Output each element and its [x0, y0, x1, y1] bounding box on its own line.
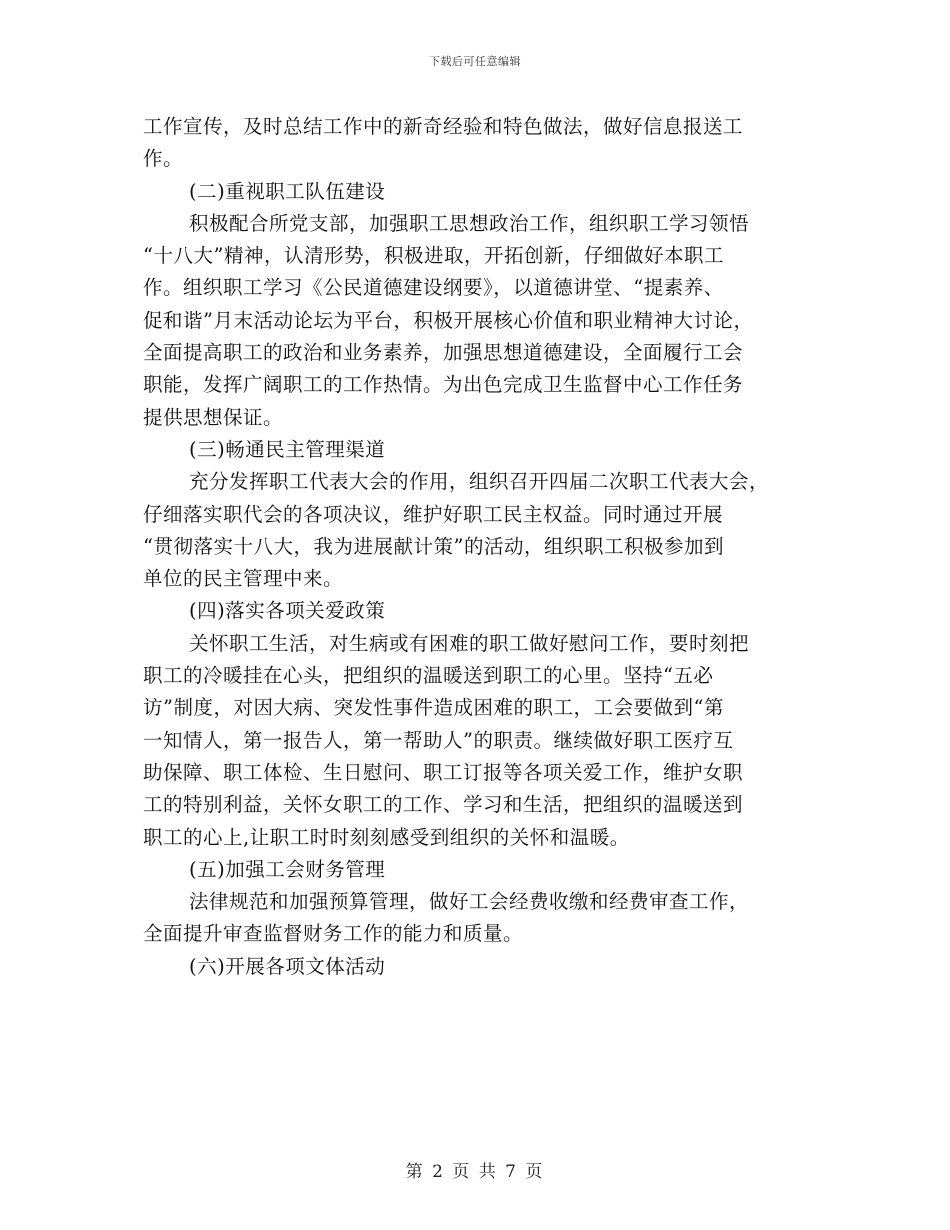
paragraph-first-line: 关怀职工生活，对生病或有困难的职工做好慰问工作，要时刻把	[189, 631, 750, 655]
body-line: 一知情人，第一报告人，第一帮助人”的职责。继续做好职工医疗互	[143, 728, 734, 752]
body-line: 仔细落实职代会的各项决议，维护好职工民主权益。同时通过开展	[143, 502, 724, 526]
section-heading: (六)开展各项文体活动	[189, 954, 386, 978]
page-number: 第 2 页 共 7 页	[405, 1162, 545, 1182]
body-line: 全面提升审查监督财务工作的能力和质量。	[143, 922, 524, 946]
body-line: 访”制度，对因大病、突发性事件造成困难的职工，工会要做到“第	[143, 696, 724, 720]
section-heading: (三)畅通民主管理渠道	[189, 437, 386, 461]
paragraph-first-line: 积极配合所党支部，加强职工思想政治工作，组织职工学习领悟	[189, 211, 750, 235]
document-body	[143, 111, 811, 983]
body-line: 提供思想保证。	[143, 405, 284, 429]
body-line: 工的特别利益，关怀女职工的工作、学习和生活，把组织的温暖送到	[143, 793, 744, 817]
page-header-note: 下载后可任意编辑	[429, 55, 521, 68]
body-line: 作。组织职工学习《公民道德建设纲要》，以道德讲堂、“提素养、	[143, 276, 724, 300]
paragraph-first-line: 法律规范和加强预算管理，做好工会经费收缴和经费审查工作，	[189, 890, 750, 914]
paragraph-first-line: 充分发挥职工代表大会的作用，组织召开四届二次职工代表大会，	[189, 470, 770, 494]
section-heading: (四)落实各项关爱政策	[189, 599, 386, 623]
body-line: 工作宣传，及时总结工作中的新奇经验和特色做法，做好信息报送工	[143, 115, 744, 138]
body-line: 助保障、职工体检、生日慰问、职工订报等各项关爱工作，维护女职	[143, 760, 744, 784]
body-line: “十八大”精神，认清形势，积极进取，开拓创新，仔细做好本职工	[143, 244, 724, 268]
section-heading: (二)重视职工队伍建设	[189, 179, 386, 203]
body-line: “贯彻落实十八大，我为进展献计策”的活动，组织职工积极参加到	[143, 534, 724, 558]
body-line: 全面提高职工的政治和业务素养，加强思想道德建设，全面履行工会	[143, 341, 744, 365]
body-line: 职能，发挥广阔职工的工作热情。为出色完成卫生监督中心工作任务	[143, 373, 744, 397]
body-line: 单位的民主管理中来。	[143, 567, 344, 591]
body-line: 职工的心上,让职工时时刻刻感受到组织的关怀和温暖。	[143, 825, 630, 849]
body-line: 作。	[143, 147, 184, 171]
section-heading: (五)加强工会财务管理	[189, 857, 386, 881]
body-line: 促和谐”月末活动论坛为平台，积极开展核心价值和职业精神大讨论，	[143, 308, 754, 332]
body-line: 职工的冷暖挂在心头，把组织的温暖送到职工的心里。坚持“五必	[143, 664, 714, 688]
